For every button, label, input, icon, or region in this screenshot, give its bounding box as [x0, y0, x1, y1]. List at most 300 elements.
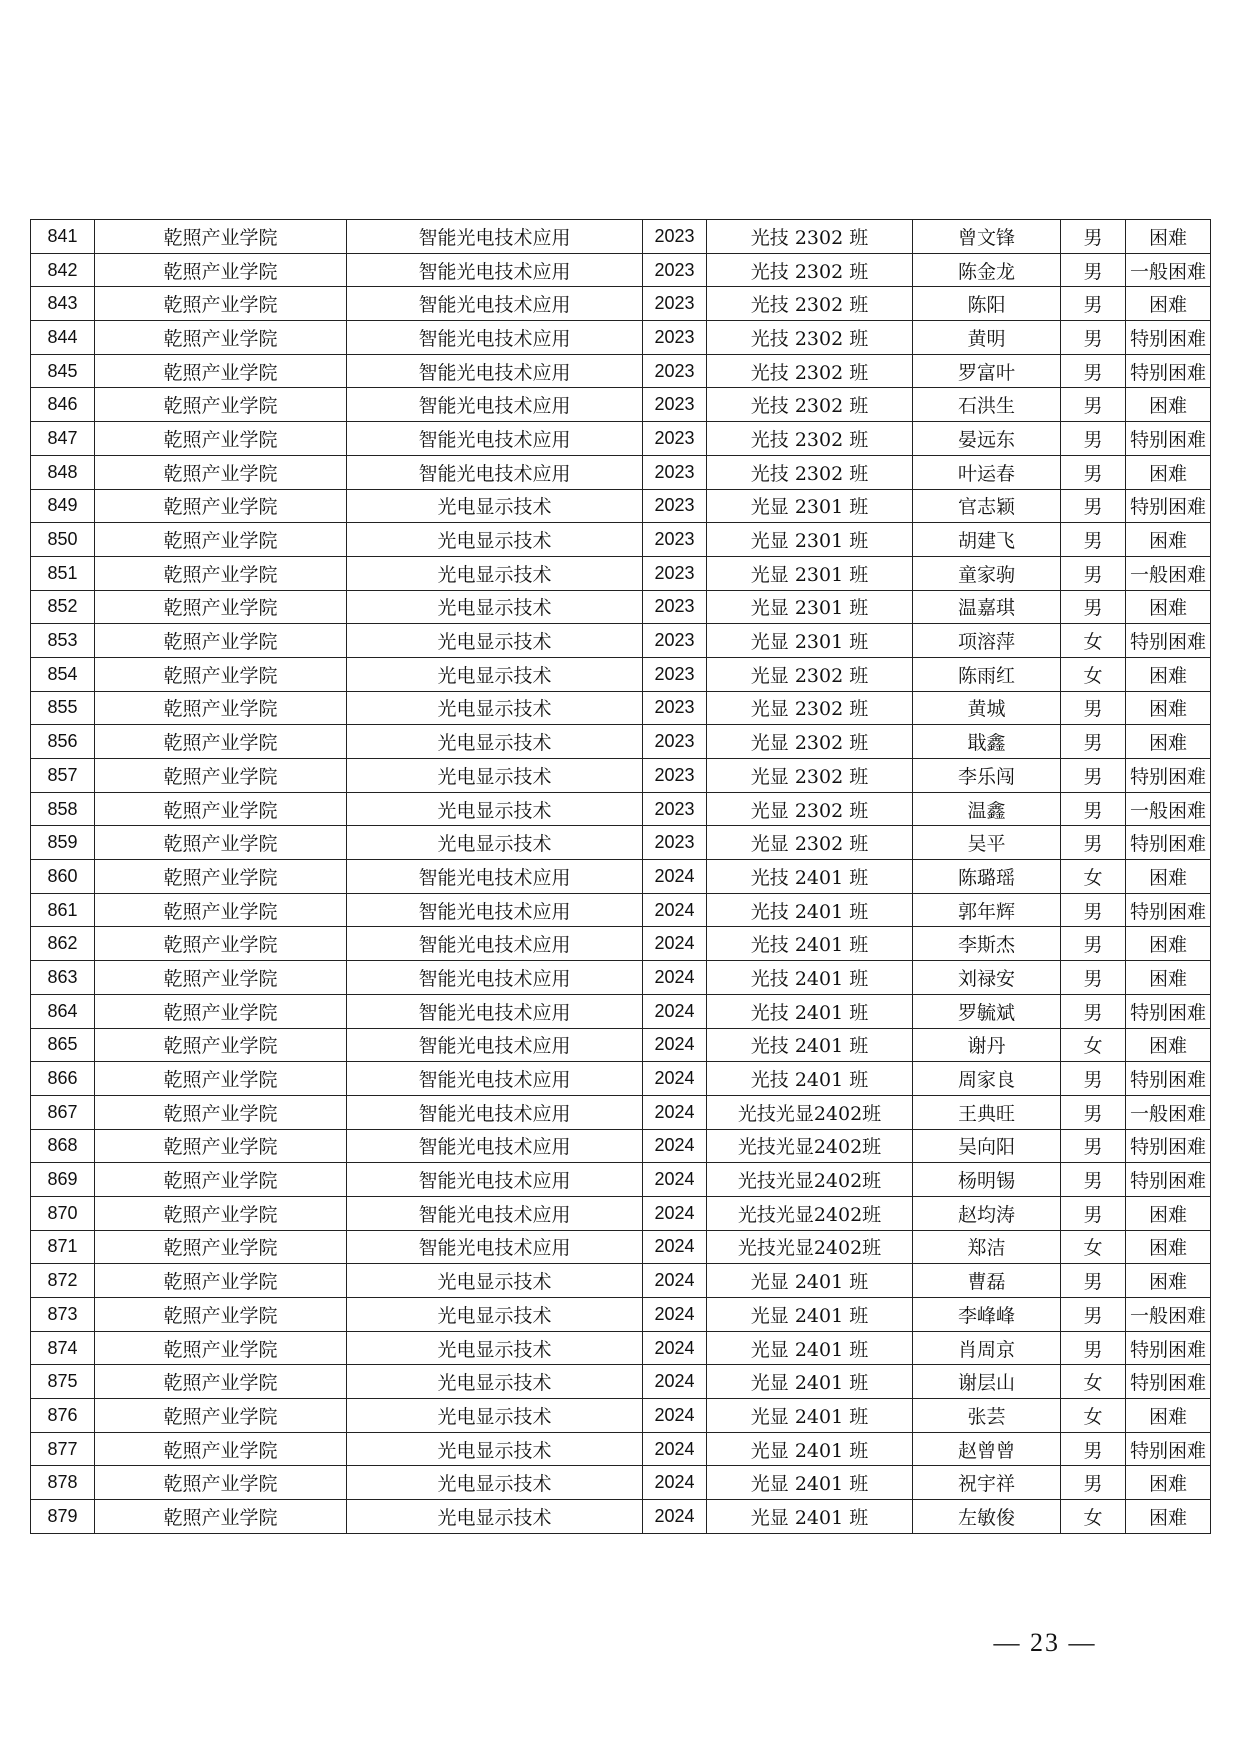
seq-cell: 871 [31, 1230, 95, 1264]
seq-cell: 844 [31, 321, 95, 355]
seq-cell: 853 [31, 624, 95, 658]
gender-cell: 男 [1061, 994, 1126, 1028]
name-cell: 黄城 [913, 691, 1061, 725]
difficulty-cell: 困难 [1126, 590, 1211, 624]
grade-cell: 2023 [643, 287, 707, 321]
major-cell: 光电显示技术 [347, 1298, 643, 1332]
grade-cell: 2023 [643, 354, 707, 388]
table-row [31, 1163, 1211, 1197]
seq-cell: 842 [31, 253, 95, 287]
major-cell: 光电显示技术 [347, 590, 643, 624]
table-row [31, 388, 1211, 422]
grade-cell: 2023 [643, 523, 707, 557]
major-cell: 光电显示技术 [347, 691, 643, 725]
major-cell: 智能光电技术应用 [347, 253, 643, 287]
gender-cell: 男 [1061, 1466, 1126, 1500]
college-cell: 乾照产业学院 [95, 725, 347, 759]
major-cell: 光电显示技术 [347, 1331, 643, 1365]
major-cell: 智能光电技术应用 [347, 321, 643, 355]
college-cell: 乾照产业学院 [95, 1264, 347, 1298]
name-cell: 谢层山 [913, 1365, 1061, 1399]
major-cell: 智能光电技术应用 [347, 1196, 643, 1230]
difficulty-cell: 困难 [1126, 1399, 1211, 1433]
gender-cell: 男 [1061, 1129, 1126, 1163]
seq-cell: 879 [31, 1500, 95, 1534]
major-cell: 智能光电技术应用 [347, 1095, 643, 1129]
table-row [31, 1196, 1211, 1230]
class-cell: 光技 2302 班 [707, 253, 913, 287]
college-cell: 乾照产业学院 [95, 1331, 347, 1365]
name-cell: 温鑫 [913, 792, 1061, 826]
name-cell: 陈金龙 [913, 253, 1061, 287]
seq-cell: 850 [31, 523, 95, 557]
class-cell: 光技 2302 班 [707, 388, 913, 422]
table-row [31, 1365, 1211, 1399]
grade-cell: 2023 [643, 321, 707, 355]
college-cell: 乾照产业学院 [95, 1095, 347, 1129]
name-cell: 刘禄安 [913, 961, 1061, 995]
college-cell: 乾照产业学院 [95, 1129, 347, 1163]
grade-cell: 2024 [643, 961, 707, 995]
major-cell: 光电显示技术 [347, 1264, 643, 1298]
name-cell: 李峰峰 [913, 1298, 1061, 1332]
name-cell: 曹磊 [913, 1264, 1061, 1298]
difficulty-cell: 困难 [1126, 523, 1211, 557]
college-cell: 乾照产业学院 [95, 1230, 347, 1264]
name-cell: 赵均涛 [913, 1196, 1061, 1230]
difficulty-cell: 困难 [1126, 657, 1211, 691]
college-cell: 乾照产业学院 [95, 961, 347, 995]
gender-cell: 女 [1061, 1399, 1126, 1433]
name-cell: 左敏俊 [913, 1500, 1061, 1534]
difficulty-cell: 一般困难 [1126, 792, 1211, 826]
student-list-table [30, 219, 1211, 1534]
gender-cell: 男 [1061, 792, 1126, 826]
gender-cell: 男 [1061, 422, 1126, 456]
name-cell: 陈璐瑶 [913, 860, 1061, 894]
name-cell: 石洪生 [913, 388, 1061, 422]
difficulty-cell: 特别困难 [1126, 1129, 1211, 1163]
college-cell: 乾照产业学院 [95, 893, 347, 927]
college-cell: 乾照产业学院 [95, 455, 347, 489]
major-cell: 光电显示技术 [347, 1432, 643, 1466]
college-cell: 乾照产业学院 [95, 1062, 347, 1096]
table-row [31, 556, 1211, 590]
name-cell: 胡建飞 [913, 523, 1061, 557]
college-cell: 乾照产业学院 [95, 1466, 347, 1500]
seq-cell: 867 [31, 1095, 95, 1129]
difficulty-cell: 困难 [1126, 220, 1211, 254]
seq-cell: 861 [31, 893, 95, 927]
class-cell: 光技 2401 班 [707, 961, 913, 995]
college-cell: 乾照产业学院 [95, 691, 347, 725]
name-cell: 叶运春 [913, 455, 1061, 489]
grade-cell: 2024 [643, 1028, 707, 1062]
gender-cell: 男 [1061, 961, 1126, 995]
table-row [31, 321, 1211, 355]
table-row [31, 590, 1211, 624]
gender-cell: 男 [1061, 220, 1126, 254]
major-cell: 光电显示技术 [347, 826, 643, 860]
class-cell: 光技光显2402班 [707, 1095, 913, 1129]
name-cell: 李乐闯 [913, 759, 1061, 793]
grade-cell: 2024 [643, 927, 707, 961]
college-cell: 乾照产业学院 [95, 759, 347, 793]
class-cell: 光技 2401 班 [707, 893, 913, 927]
college-cell: 乾照产业学院 [95, 287, 347, 321]
grade-cell: 2023 [643, 489, 707, 523]
gender-cell: 女 [1061, 1365, 1126, 1399]
table-row [31, 1466, 1211, 1500]
table-row [31, 1432, 1211, 1466]
grade-cell: 2024 [643, 893, 707, 927]
difficulty-cell: 困难 [1126, 388, 1211, 422]
seq-cell: 864 [31, 994, 95, 1028]
name-cell: 戢鑫 [913, 725, 1061, 759]
difficulty-cell: 困难 [1126, 287, 1211, 321]
difficulty-cell: 特别困难 [1126, 1432, 1211, 1466]
seq-cell: 878 [31, 1466, 95, 1500]
seq-cell: 851 [31, 556, 95, 590]
seq-cell: 860 [31, 860, 95, 894]
name-cell: 杨明锡 [913, 1163, 1061, 1197]
name-cell: 罗毓斌 [913, 994, 1061, 1028]
seq-cell: 869 [31, 1163, 95, 1197]
table-row [31, 455, 1211, 489]
table-row [31, 759, 1211, 793]
table-row [31, 1095, 1211, 1129]
table-body [31, 220, 1211, 1534]
major-cell: 智能光电技术应用 [347, 1230, 643, 1264]
class-cell: 光技光显2402班 [707, 1163, 913, 1197]
class-cell: 光显 2401 班 [707, 1399, 913, 1433]
page-number: — 23 — [993, 1628, 1097, 1657]
difficulty-cell: 困难 [1126, 725, 1211, 759]
gender-cell: 男 [1061, 725, 1126, 759]
college-cell: 乾照产业学院 [95, 1500, 347, 1534]
gender-cell: 男 [1061, 927, 1126, 961]
gender-cell: 男 [1061, 893, 1126, 927]
table-row [31, 893, 1211, 927]
gender-cell: 男 [1061, 1163, 1126, 1197]
name-cell: 王典旺 [913, 1095, 1061, 1129]
difficulty-cell: 困难 [1126, 927, 1211, 961]
major-cell: 光电显示技术 [347, 792, 643, 826]
class-cell: 光显 2302 班 [707, 725, 913, 759]
seq-cell: 863 [31, 961, 95, 995]
class-cell: 光技 2302 班 [707, 287, 913, 321]
grade-cell: 2024 [643, 1264, 707, 1298]
class-cell: 光技 2302 班 [707, 220, 913, 254]
grade-cell: 2023 [643, 455, 707, 489]
name-cell: 谢丹 [913, 1028, 1061, 1062]
seq-cell: 874 [31, 1331, 95, 1365]
gender-cell: 男 [1061, 253, 1126, 287]
college-cell: 乾照产业学院 [95, 321, 347, 355]
class-cell: 光显 2401 班 [707, 1466, 913, 1500]
difficulty-cell: 困难 [1126, 1466, 1211, 1500]
college-cell: 乾照产业学院 [95, 826, 347, 860]
table-row [31, 523, 1211, 557]
major-cell: 光电显示技术 [347, 725, 643, 759]
gender-cell: 男 [1061, 1264, 1126, 1298]
name-cell: 温嘉琪 [913, 590, 1061, 624]
seq-cell: 857 [31, 759, 95, 793]
difficulty-cell: 一般困难 [1126, 556, 1211, 590]
name-cell: 项溶萍 [913, 624, 1061, 658]
major-cell: 光电显示技术 [347, 556, 643, 590]
gender-cell: 男 [1061, 1298, 1126, 1332]
class-cell: 光技光显2402班 [707, 1196, 913, 1230]
difficulty-cell: 困难 [1126, 455, 1211, 489]
grade-cell: 2023 [643, 826, 707, 860]
gender-cell: 男 [1061, 590, 1126, 624]
college-cell: 乾照产业学院 [95, 253, 347, 287]
major-cell: 智能光电技术应用 [347, 994, 643, 1028]
name-cell: 童家驹 [913, 556, 1061, 590]
difficulty-cell: 困难 [1126, 860, 1211, 894]
college-cell: 乾照产业学院 [95, 1196, 347, 1230]
grade-cell: 2023 [643, 422, 707, 456]
seq-cell: 876 [31, 1399, 95, 1433]
seq-cell: 859 [31, 826, 95, 860]
name-cell: 曾文锋 [913, 220, 1061, 254]
grade-cell: 2023 [643, 624, 707, 658]
name-cell: 郭年辉 [913, 893, 1061, 927]
name-cell: 祝宇祥 [913, 1466, 1061, 1500]
gender-cell: 男 [1061, 287, 1126, 321]
grade-cell: 2024 [643, 1163, 707, 1197]
class-cell: 光显 2302 班 [707, 792, 913, 826]
class-cell: 光显 2301 班 [707, 590, 913, 624]
class-cell: 光显 2401 班 [707, 1365, 913, 1399]
grade-cell: 2024 [643, 1466, 707, 1500]
gender-cell: 男 [1061, 1095, 1126, 1129]
name-cell: 罗富叶 [913, 354, 1061, 388]
table-row [31, 1264, 1211, 1298]
gender-cell: 男 [1061, 1062, 1126, 1096]
seq-cell: 862 [31, 927, 95, 961]
major-cell: 光电显示技术 [347, 1500, 643, 1534]
class-cell: 光显 2302 班 [707, 759, 913, 793]
class-cell: 光显 2301 班 [707, 489, 913, 523]
table-row [31, 657, 1211, 691]
grade-cell: 2024 [643, 1062, 707, 1096]
class-cell: 光显 2401 班 [707, 1298, 913, 1332]
gender-cell: 男 [1061, 388, 1126, 422]
gender-cell: 男 [1061, 556, 1126, 590]
name-cell: 官志颖 [913, 489, 1061, 523]
major-cell: 智能光电技术应用 [347, 287, 643, 321]
table-row [31, 287, 1211, 321]
major-cell: 智能光电技术应用 [347, 1028, 643, 1062]
class-cell: 光技 2401 班 [707, 1028, 913, 1062]
table-row [31, 624, 1211, 658]
class-cell: 光技 2401 班 [707, 927, 913, 961]
table-row [31, 253, 1211, 287]
seq-cell: 854 [31, 657, 95, 691]
grade-cell: 2023 [643, 556, 707, 590]
seq-cell: 873 [31, 1298, 95, 1332]
gender-cell: 男 [1061, 354, 1126, 388]
difficulty-cell: 特别困难 [1126, 489, 1211, 523]
class-cell: 光技光显2402班 [707, 1230, 913, 1264]
difficulty-cell: 困难 [1126, 1028, 1211, 1062]
grade-cell: 2023 [643, 590, 707, 624]
name-cell: 晏远东 [913, 422, 1061, 456]
seq-cell: 847 [31, 422, 95, 456]
grade-cell: 2024 [643, 1432, 707, 1466]
difficulty-cell: 特别困难 [1126, 826, 1211, 860]
gender-cell: 女 [1061, 1230, 1126, 1264]
major-cell: 光电显示技术 [347, 1365, 643, 1399]
difficulty-cell: 特别困难 [1126, 422, 1211, 456]
difficulty-cell: 困难 [1126, 1230, 1211, 1264]
seq-cell: 841 [31, 220, 95, 254]
grade-cell: 2023 [643, 388, 707, 422]
class-cell: 光技 2302 班 [707, 321, 913, 355]
grade-cell: 2023 [643, 691, 707, 725]
difficulty-cell: 特别困难 [1126, 893, 1211, 927]
table-row [31, 422, 1211, 456]
difficulty-cell: 困难 [1126, 1196, 1211, 1230]
seq-cell: 855 [31, 691, 95, 725]
grade-cell: 2024 [643, 1196, 707, 1230]
difficulty-cell: 特别困难 [1126, 321, 1211, 355]
difficulty-cell: 特别困难 [1126, 759, 1211, 793]
name-cell: 李斯杰 [913, 927, 1061, 961]
table-row [31, 489, 1211, 523]
class-cell: 光显 2401 班 [707, 1331, 913, 1365]
difficulty-cell: 特别困难 [1126, 624, 1211, 658]
difficulty-cell: 特别困难 [1126, 994, 1211, 1028]
name-cell: 周家良 [913, 1062, 1061, 1096]
college-cell: 乾照产业学院 [95, 556, 347, 590]
major-cell: 智能光电技术应用 [347, 422, 643, 456]
gender-cell: 男 [1061, 321, 1126, 355]
table-row [31, 725, 1211, 759]
major-cell: 智能光电技术应用 [347, 388, 643, 422]
class-cell: 光显 2301 班 [707, 624, 913, 658]
gender-cell: 男 [1061, 523, 1126, 557]
table-row [31, 1062, 1211, 1096]
gender-cell: 女 [1061, 657, 1126, 691]
major-cell: 光电显示技术 [347, 523, 643, 557]
table-row [31, 1028, 1211, 1062]
major-cell: 光电显示技术 [347, 759, 643, 793]
major-cell: 光电显示技术 [347, 1466, 643, 1500]
class-cell: 光技 2401 班 [707, 994, 913, 1028]
difficulty-cell: 困难 [1126, 1500, 1211, 1534]
class-cell: 光技 2302 班 [707, 354, 913, 388]
class-cell: 光技光显2402班 [707, 1129, 913, 1163]
college-cell: 乾照产业学院 [95, 489, 347, 523]
grade-cell: 2023 [643, 759, 707, 793]
grade-cell: 2023 [643, 792, 707, 826]
seq-cell: 856 [31, 725, 95, 759]
gender-cell: 女 [1061, 860, 1126, 894]
student-list-table-wrapper [30, 219, 1210, 1534]
major-cell: 光电显示技术 [347, 1399, 643, 1433]
major-cell: 智能光电技术应用 [347, 220, 643, 254]
table-row [31, 994, 1211, 1028]
grade-cell: 2023 [643, 220, 707, 254]
seq-cell: 866 [31, 1062, 95, 1096]
difficulty-cell: 特别困难 [1126, 354, 1211, 388]
name-cell: 肖周京 [913, 1331, 1061, 1365]
seq-cell: 877 [31, 1432, 95, 1466]
difficulty-cell: 特别困难 [1126, 1062, 1211, 1096]
major-cell: 光电显示技术 [347, 489, 643, 523]
grade-cell: 2023 [643, 657, 707, 691]
seq-cell: 849 [31, 489, 95, 523]
college-cell: 乾照产业学院 [95, 422, 347, 456]
name-cell: 张芸 [913, 1399, 1061, 1433]
seq-cell: 843 [31, 287, 95, 321]
seq-cell: 858 [31, 792, 95, 826]
seq-cell: 870 [31, 1196, 95, 1230]
table-row [31, 220, 1211, 254]
college-cell: 乾照产业学院 [95, 860, 347, 894]
class-cell: 光显 2301 班 [707, 523, 913, 557]
college-cell: 乾照产业学院 [95, 1298, 347, 1332]
class-cell: 光显 2401 班 [707, 1264, 913, 1298]
college-cell: 乾照产业学院 [95, 523, 347, 557]
table-row [31, 354, 1211, 388]
name-cell: 吴向阳 [913, 1129, 1061, 1163]
grade-cell: 2024 [643, 1399, 707, 1433]
name-cell: 赵曾曾 [913, 1432, 1061, 1466]
college-cell: 乾照产业学院 [95, 1399, 347, 1433]
college-cell: 乾照产业学院 [95, 1432, 347, 1466]
major-cell: 智能光电技术应用 [347, 354, 643, 388]
class-cell: 光显 2401 班 [707, 1432, 913, 1466]
major-cell: 光电显示技术 [347, 624, 643, 658]
table-row [31, 1500, 1211, 1534]
major-cell: 光电显示技术 [347, 657, 643, 691]
major-cell: 智能光电技术应用 [347, 455, 643, 489]
major-cell: 智能光电技术应用 [347, 1129, 643, 1163]
grade-cell: 2024 [643, 1129, 707, 1163]
grade-cell: 2024 [643, 1298, 707, 1332]
gender-cell: 男 [1061, 759, 1126, 793]
grade-cell: 2024 [643, 1500, 707, 1534]
seq-cell: 875 [31, 1365, 95, 1399]
table-row [31, 860, 1211, 894]
table-row [31, 927, 1211, 961]
gender-cell: 男 [1061, 1432, 1126, 1466]
difficulty-cell: 困难 [1126, 691, 1211, 725]
table-row [31, 1298, 1211, 1332]
class-cell: 光技 2302 班 [707, 455, 913, 489]
name-cell: 郑洁 [913, 1230, 1061, 1264]
difficulty-cell: 困难 [1126, 961, 1211, 995]
table-row [31, 1399, 1211, 1433]
gender-cell: 男 [1061, 1196, 1126, 1230]
table-row [31, 1331, 1211, 1365]
grade-cell: 2024 [643, 1095, 707, 1129]
difficulty-cell: 一般困难 [1126, 1095, 1211, 1129]
class-cell: 光技 2401 班 [707, 1062, 913, 1096]
class-cell: 光显 2302 班 [707, 691, 913, 725]
seq-cell: 852 [31, 590, 95, 624]
college-cell: 乾照产业学院 [95, 927, 347, 961]
grade-cell: 2023 [643, 725, 707, 759]
table-row [31, 826, 1211, 860]
name-cell: 吴平 [913, 826, 1061, 860]
difficulty-cell: 一般困难 [1126, 1298, 1211, 1332]
name-cell: 陈雨红 [913, 657, 1061, 691]
